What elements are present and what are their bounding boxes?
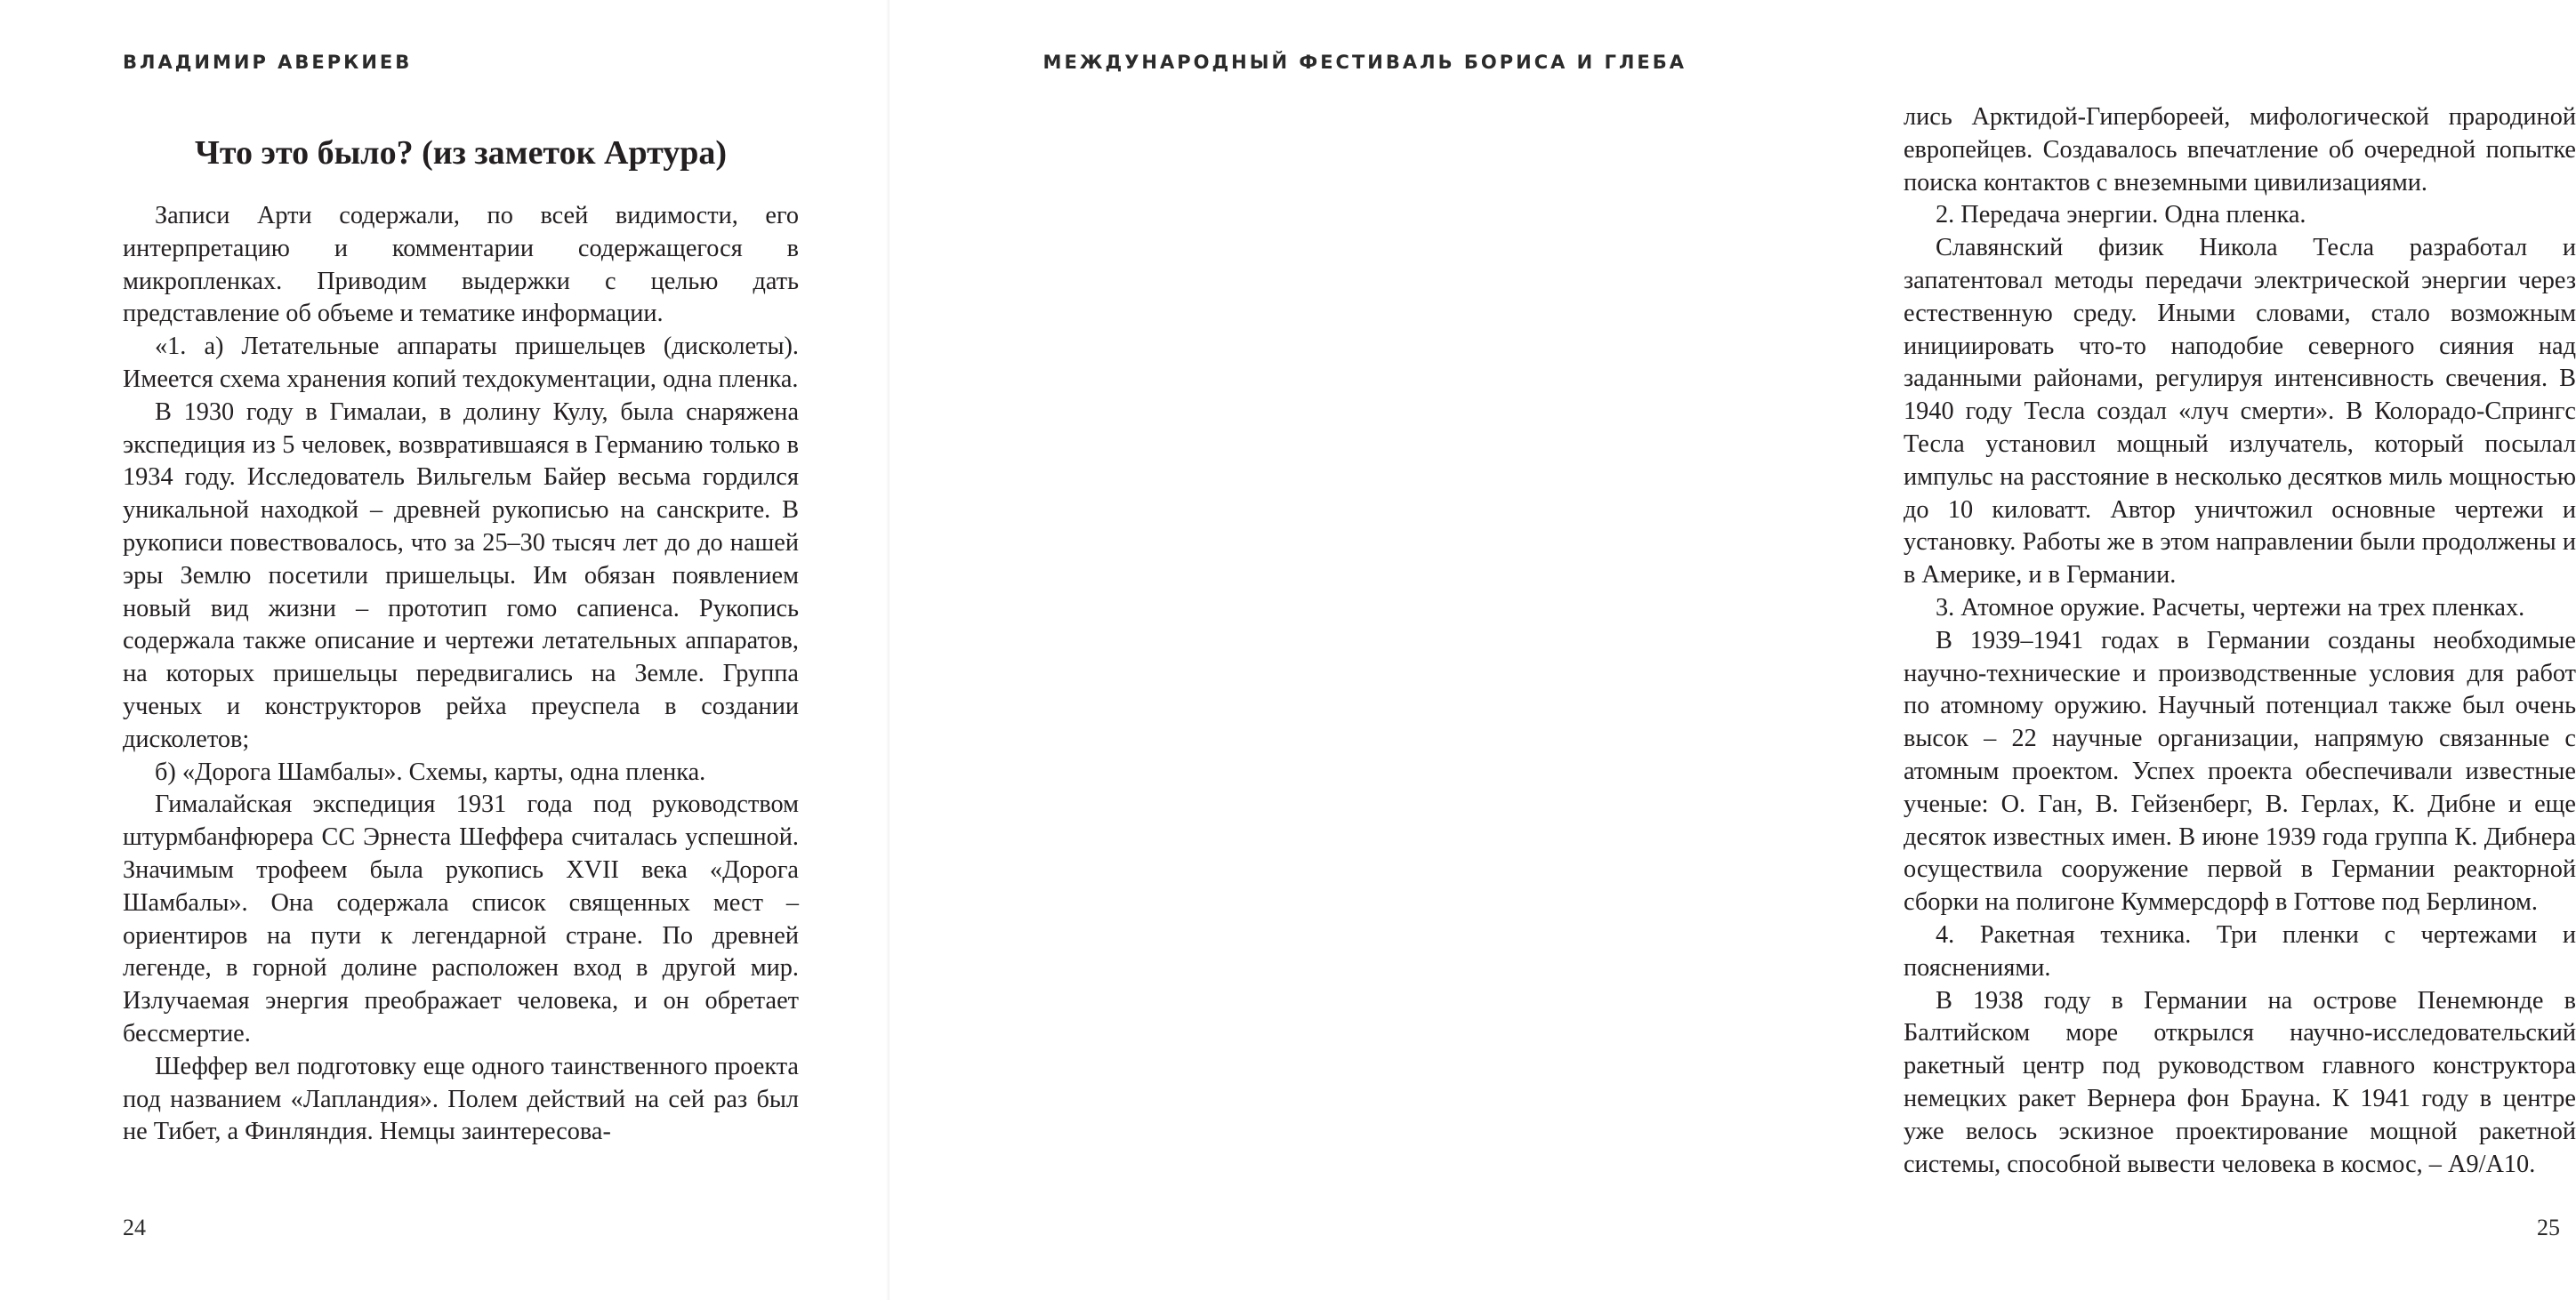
chapter-title: Что это было? (из заметок Артура) <box>194 134 728 172</box>
paragraph: Славянский физик Никола Тесла разработал и запатентовал методы передачи электрической энергии через естественную среду. Иными словами, стало возможным инициировать что-то наподобие северного сияния над заданными районами, регулируя интенсивность свечения. В 1940 году Тесла создал «луч смерти». В Колорадо-Спрингс Тесла установил мощный излучатель, который посылал импульс на расстояние в несколько десятков миль мощностью до 10 киловатт. Автор уничтожил основные чертежи и установку. Работы же в этом направлении были продолжены и в Америке, и в Германии. <box>1904 234 2576 590</box>
page-number: 24 <box>123 1215 146 1240</box>
right-page <box>890 0 2576 1300</box>
running-head-author: ВЛАДИМИР АВЕРКИЕВ <box>123 52 413 73</box>
left-body-text <box>123 200 799 1149</box>
paragraph: б) «Дорога Шамбалы». Схемы, карты, одна пленка. <box>155 758 706 786</box>
left-page <box>0 0 890 1300</box>
paragraph: Записи Арти содержали, по всей видимости, его интерпретацию и комментарии содержащегося в микропленках. Приводим выдержки с целью дать представление об объеме и тематике информации. <box>123 202 799 328</box>
paragraph: В 1939–1941 годах в Германии созданы необходимые научно-технические и производственные условия для работ по атомному оружию. Научный потенциал также был очень высок – 22 научные организации, напрямую связанные с атомным проектом. Успех проекта обеспечивали известные ученые: О. Ган, В. Гейзенберг, В. Герлах, К. Дибне и еще десяток известных имен. В июне 1939 года группа К. Дибнера осуществила сооружение первой в Германии реакторной сборки на полигоне Куммерсдорф в Готтове под Берлином. <box>1904 626 2576 917</box>
paragraph: В 1938 году в Германии на острове Пенемюнде в Балтийском море открылся научно-исследовательский ракетный центр под руководством главного конструктора немецких ракет Вернера фон Брауна. К 1941 году в центре уже велось эскизное проектирование мощной ракетной системы, способной вывести человека в космос, – А9/А10. <box>1904 986 2576 1178</box>
paragraph: 4. Ракетная техника. Три пленки с чертежами и пояснениями. <box>1904 920 2576 982</box>
paragraph: 3. Атомное оружие. Расчеты, чертежи на трех пленках. <box>1936 593 2525 622</box>
paragraph: Шеффер вел подготовку еще одного таинственного проекта под названием «Лапландия». Полем действий на сей раз был не Тибет, а Финляндия. Немцы заинтересова- <box>123 1052 799 1146</box>
running-head-book-title: МЕЖДУНАРОДНЫЙ ФЕСТИВАЛЬ БОРИСА И ГЛЕБА <box>1042 52 1686 73</box>
page-number: 25 <box>2537 1215 2560 1240</box>
paragraph: «1. а) Летательные аппараты пришельцев (дисколеты). Имеется схема хранения копий техдокументации, одна пленка. <box>123 333 799 393</box>
paragraph: В 1930 году в Гималаи, в долину Кулу, была снаряжена экспедиция из 5 человек, возвратившаяся в Германию только в 1934 году. Исследователь Вильгельм Байер весьма гордился уникальной находкой – древней рукописью на санскрите. В рукописи повествовалось, что за 25–30 тысяч лет до до нашей эры Землю посетили пришельцы. Им обязан появлением новый вид жизни – прототип гомо сапиенса. Рукопись содержала также описание и чертежи летательных аппаратов, на которых пришельцы передвигались на Земле. Группа ученых и конструкторов рейха преуспела в создании дисколетов; <box>123 397 799 753</box>
paragraph: Гималайская экспедиция 1931 года под руководством штурмбанфюрера СС Эрнеста Шеффера считалась успешной. Значимым трофеем была рукопись XVII века «Дорога Шамбалы». Она содержала список священных мест – ориентиров на пути к легендарной стране. По древней легенде, в горной долине расположен вход в другой мир. Излучаемая энергия преображает человека, и он обретает бессмертие. <box>123 790 799 1047</box>
paragraph: 2. Передача энергии. Одна пленка. <box>1936 201 2306 229</box>
right-body-text <box>1904 101 2576 1181</box>
paragraph-continuation: лись Арктидой-Гипербореей, мифологической прародиной европейцев. Создавалось впечатление об очередной попытке поиска контактов с внеземными цивилизациями. <box>1904 103 2576 197</box>
